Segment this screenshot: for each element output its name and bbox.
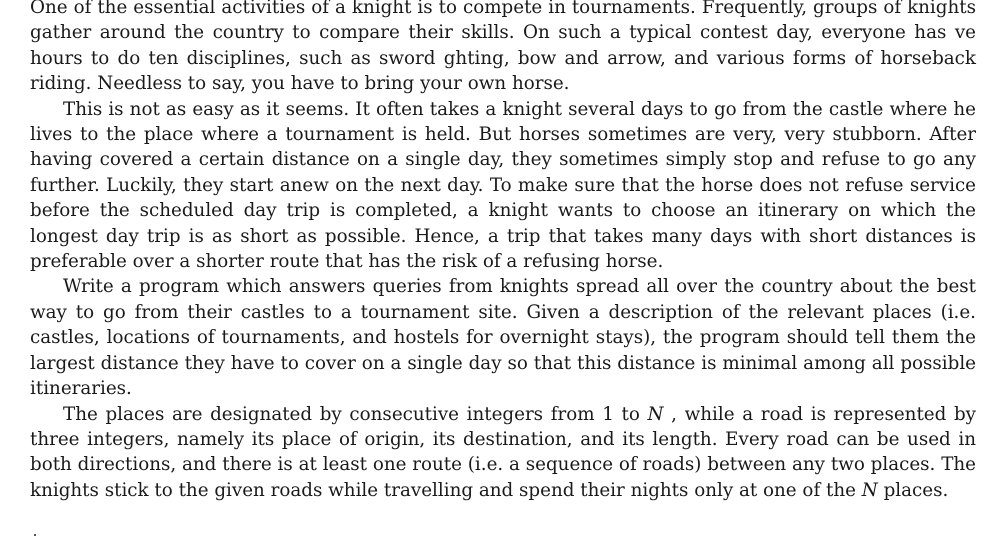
- paragraph-task: Write a program which answers queries from knights spread all over the country about the best way to go from their castles to a tournament site. Given a description of the relevant places (i.e. castles, locations of tournaments, and hostels for overnight stays), the program should tell them the largest distance they have to cover on a single day so that this distance is minimal among all possible itineraries.: [30, 276, 976, 400]
- math-variable-n: N: [647, 403, 664, 425]
- paragraph-text-part-c: places.: [877, 479, 949, 501]
- paragraph-input-description: [30, 402, 976, 504]
- paragraph-horses: This is not as easy as it seems. It often takes a knight several days to go from the castle where he lives to the place where a tournament is held. But horses sometimes are very, very stubborn. After having covered a certain distance on a single day, they sometimes simply stop and refuse to go any further. Luckily, they start anew on the next day. To make sure that the horse does not refuse service before the scheduled day trip is completed, a knight wants to choose an itinerary on which the longest day trip is as short as possible. Hence, a trip that takes many days with short distances is preferable over a shorter route that has the risk of a refusing horse.: [30, 98, 976, 273]
- document-body: [30, 0, 976, 503]
- paragraph-text-part-a: The places are designated by consecutive integers from 1 to: [63, 403, 648, 425]
- page-mark: [34, 534, 36, 536]
- math-variable-n-second: N: [861, 479, 878, 501]
- paragraph-intro: One of the essential activities of a knight is to compete in tournaments. Frequently, groups of knights gather around the country to compare their skills. On such a typical contest day, everyone has ve hours to do ten disciplines, such as sword ghting, bow and arrow, and various forms of horseback riding. Needless to say, you have to bring your own horse.: [30, 0, 976, 95]
- paragraph-text-part-b: , while a road is represented by three integers, namely its place of origin, its destination, and its length. Every road can be used in both directions, and there is at least one route (i.e. a sequence of roads) between any two places. The knights stick to the given roads while travelling and spend their nights only at one of the: [30, 403, 976, 501]
